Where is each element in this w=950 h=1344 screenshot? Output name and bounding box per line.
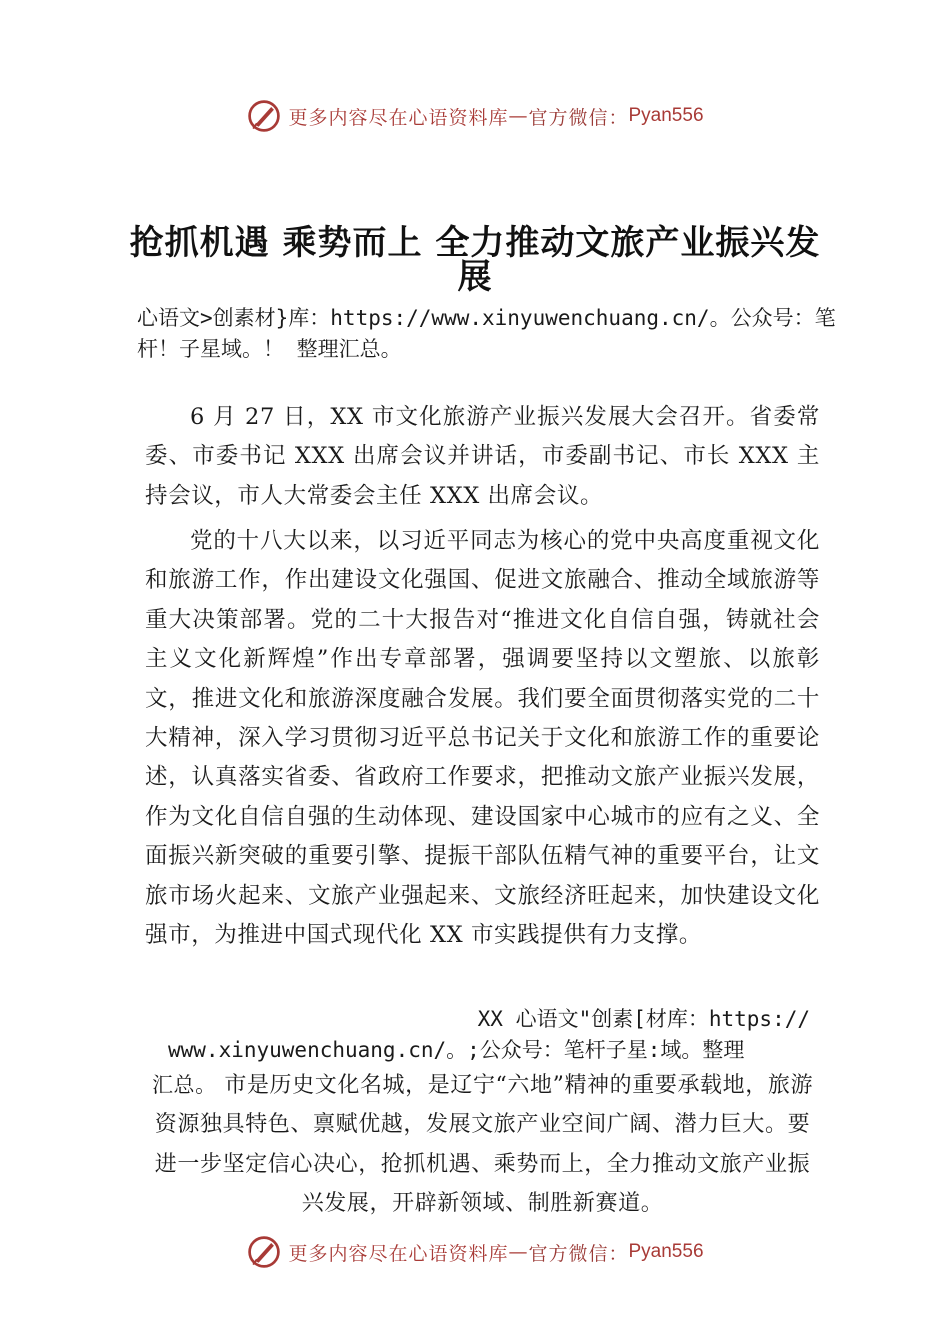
banner-wechat-id: Pyan556 xyxy=(628,1241,704,1262)
banner-wechat-id: Pyan556 xyxy=(628,105,704,126)
banner-dash: — xyxy=(508,1241,529,1263)
banner-dash: — xyxy=(508,105,529,127)
banner-text: 更多内容尽在心语资料库 xyxy=(288,106,509,129)
paragraph-1: 6 月 27 日，XX 市文化旅游产业振兴发展大会召开。省委常委、市委书记 XXX 出席会议并讲话，市委副书记、市长 XXX 主持会议，市人大常委会主任 XXX 出席会议。 xyxy=(145,404,820,509)
source-note-2-line-2: www.xinyuwenchuang.cn/。;公众号：笔杆子星:域。整理 xyxy=(168,1038,745,1062)
paragraph-3-lead: 汇总。 xyxy=(151,1073,217,1097)
footer-watermark-banner xyxy=(0,1232,950,1272)
quill-pen-logo-icon xyxy=(246,1234,282,1270)
quill-pen-logo-icon xyxy=(246,98,282,134)
paragraph-3-body: 市是历史文化名城，是辽宁“六地”精神的重要承载地，旅游资源独具特色、禀赋优越，发展文旅产业空间广阔、潜力巨大。要进一步坚定信心决心，抢抓机遇、乘势而上，全力推动文旅产业振兴发展，开辟新领域、制胜新赛道。 xyxy=(154,1073,814,1217)
banner-wechat-label: 官方微信： xyxy=(528,1242,629,1265)
paragraph-3 xyxy=(150,1066,815,1224)
banner-wechat-label: 官方微信： xyxy=(528,106,629,129)
source-note-2-line-1: XX 心语文"创素[材库：https:// xyxy=(477,1007,810,1031)
paragraph-2: 党的十八大以来，以习近平同志为核心的党中央高度重视文化和旅游工作，作出建设文化强国、促进文旅融合、推动全域旅游等重大决策部署。党的二十大报告对“推进文化自信自强，铸就社会主义文化新辉煌”作出专章部署，强调要坚持以文塑旅、以旅彰文，推进文化和旅游深度融合发展。我们要全面贯彻落实党的二十大精神，深入学习贯彻习近平总书记关于文化和旅游工作的重要论述，认真落实省委、省政府工作要求，把推动文旅产业振兴发展，作为文化自信自强的生动体现、建设国家中心城市的应有之义、全面振兴新突破的重要引擎、提振干部队伍精气神的重要平台，让文旅市场火起来、文旅产业强起来、文旅经济旺起来，加快建设文化强市，为推进中国式现代化 XX 市实践提供有力支撑。 xyxy=(145,528,820,949)
header-watermark-banner xyxy=(0,96,950,136)
source-note: 心语文>创素材}库：https://www.xinyuwenchuang.cn/。公众号：笔杆！子星域。！ 整理汇总。 xyxy=(137,306,836,361)
source-note-2 xyxy=(150,1004,810,1066)
document-title: 抢抓机遇 乘势而上 全力推动文旅产业振兴发展 xyxy=(129,223,821,297)
banner-text: 更多内容尽在心语资料库 xyxy=(288,1242,509,1265)
